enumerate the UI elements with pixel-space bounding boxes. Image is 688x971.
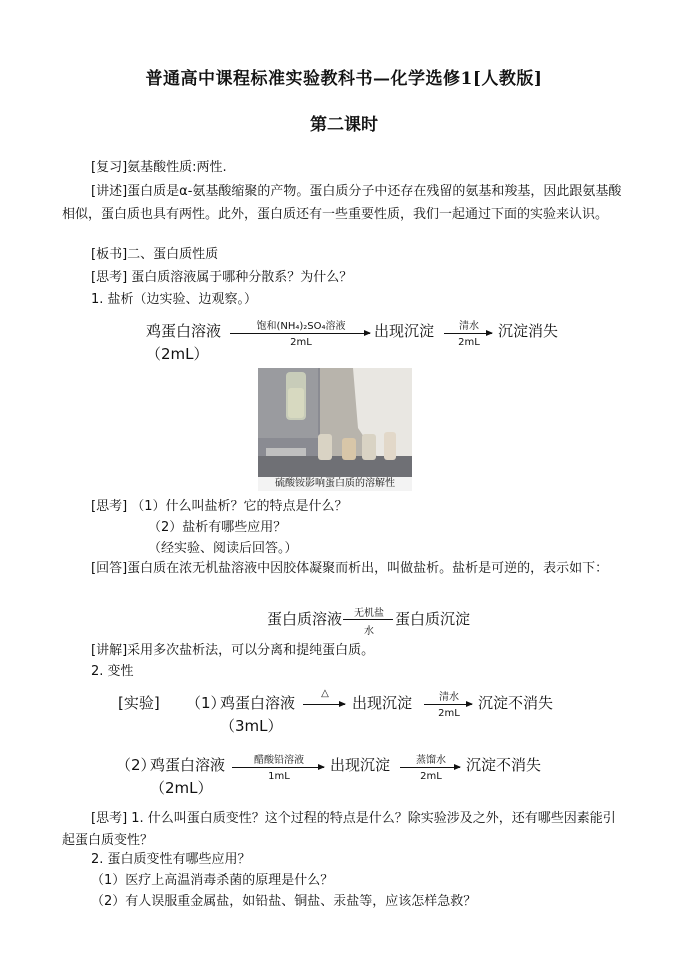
section-salting-out: 1. 盐析（边实验、边观察。） bbox=[91, 292, 258, 307]
product-not-dissolved: 沉淀不消失 bbox=[466, 756, 542, 774]
condition-bottom: 水 bbox=[364, 626, 374, 637]
lecture-paragraph: [讲述]蛋白质是α-氨基酸缩聚的产物。蛋白质分子中还存在残留的氨基和羧基，因此跟氨基酸相似，蛋白质也具有两性。此外，蛋白质还有一些重要性质，我们一起通过下面的实验来认识。 bbox=[62, 184, 622, 222]
reactant: 鸡蛋白溶液 bbox=[220, 694, 296, 712]
think-note: （经实验、阅读后回答。） bbox=[148, 541, 298, 556]
reactant-amount: （2mL） bbox=[150, 779, 213, 797]
think-question-3d: （2）有人误服重金属盐，如铅盐、铜盐、汞盐等，应该怎样急救？ bbox=[91, 894, 477, 909]
condition-top: 醋酸铅溶液 bbox=[254, 755, 304, 766]
reaction-arrow bbox=[230, 333, 370, 334]
reaction-arrow bbox=[232, 767, 324, 768]
answer-paragraph: [回答]蛋白质在浓无机盐溶液中因胶体凝聚而析出，叫做盐析。盐析是可逆的，表示如下： bbox=[91, 561, 609, 576]
product-precipitate: 出现沉淀 bbox=[352, 694, 413, 712]
reactant: 鸡蛋白溶液 bbox=[150, 756, 226, 774]
think-question-1: [思考] 蛋白质溶液属于哪种分散系？为什么？ bbox=[91, 270, 353, 285]
experiment-tag: [实验] bbox=[118, 694, 160, 712]
figure-caption: 硫酸铵影响蛋白质的溶解性 bbox=[258, 477, 412, 491]
product-dissolved: 沉淀消失 bbox=[498, 322, 559, 340]
product: 蛋白质沉淀 bbox=[395, 610, 471, 628]
document-title: 普通高中课程标准实验教科书—化学选修1[人教版] bbox=[145, 69, 543, 89]
reactant: 蛋白质溶液 bbox=[267, 610, 343, 628]
heat-symbol: △ bbox=[321, 688, 329, 699]
reactant: 鸡蛋白溶液 bbox=[146, 322, 222, 340]
condition-top: 无机盐 bbox=[354, 608, 384, 619]
reaction-arrow bbox=[400, 767, 460, 768]
item-number: （1） bbox=[186, 694, 226, 712]
think-question-2a: [思考] （1）什么叫盐析？它的特点是什么？ bbox=[91, 499, 348, 514]
condition-bottom: 2mL bbox=[458, 337, 480, 348]
product-not-dissolved: 沉淀不消失 bbox=[478, 694, 554, 712]
lesson-subtitle: 第二课时 bbox=[310, 115, 378, 135]
condition-bottom: 2mL bbox=[420, 771, 442, 782]
condition-top: 蒸馏水 bbox=[416, 755, 446, 766]
item-number: （2） bbox=[116, 756, 156, 774]
reaction-arrow bbox=[424, 704, 472, 705]
condition-bottom: 2mL bbox=[438, 708, 460, 719]
board-line: [板书]二、蛋白质性质 bbox=[91, 247, 219, 262]
equilibrium-line bbox=[343, 619, 393, 620]
reactant-amount: （2mL） bbox=[146, 345, 209, 363]
condition-top: 清水 bbox=[459, 321, 479, 332]
explain-line: [讲解]采用多次盐析法，可以分离和提纯蛋白质。 bbox=[91, 643, 375, 658]
reaction-arrow bbox=[444, 333, 492, 334]
condition-top: 清水 bbox=[439, 692, 459, 703]
condition-bottom: 1mL bbox=[268, 771, 290, 782]
product-precipitate: 出现沉淀 bbox=[330, 756, 391, 774]
review-line: [复习]氨基酸性质:两性. bbox=[91, 160, 227, 175]
condition-top: 饱和(NH₄)₂SO₄溶液 bbox=[256, 321, 346, 332]
section-denaturation: 2. 变性 bbox=[91, 664, 134, 679]
think-question-3b: 2. 蛋白质变性有哪些应用？ bbox=[91, 852, 251, 867]
experiment-photo bbox=[258, 368, 412, 490]
think-question-2b: （2）盐析有哪些应用？ bbox=[148, 520, 287, 535]
reactant-amount: （3mL） bbox=[220, 717, 283, 735]
condition-bottom: 2mL bbox=[290, 337, 312, 348]
product-precipitate: 出现沉淀 bbox=[374, 322, 435, 340]
reaction-arrow bbox=[303, 704, 345, 705]
think-question-3c: （1）医疗上高温消毒杀菌的原理是什么？ bbox=[91, 873, 334, 888]
think-question-3a: [思考] 1. 什么叫蛋白质变性？这个过程的特点是什么？除实验涉及之外，还有哪些因素能引起蛋白质变性？ bbox=[62, 811, 616, 848]
